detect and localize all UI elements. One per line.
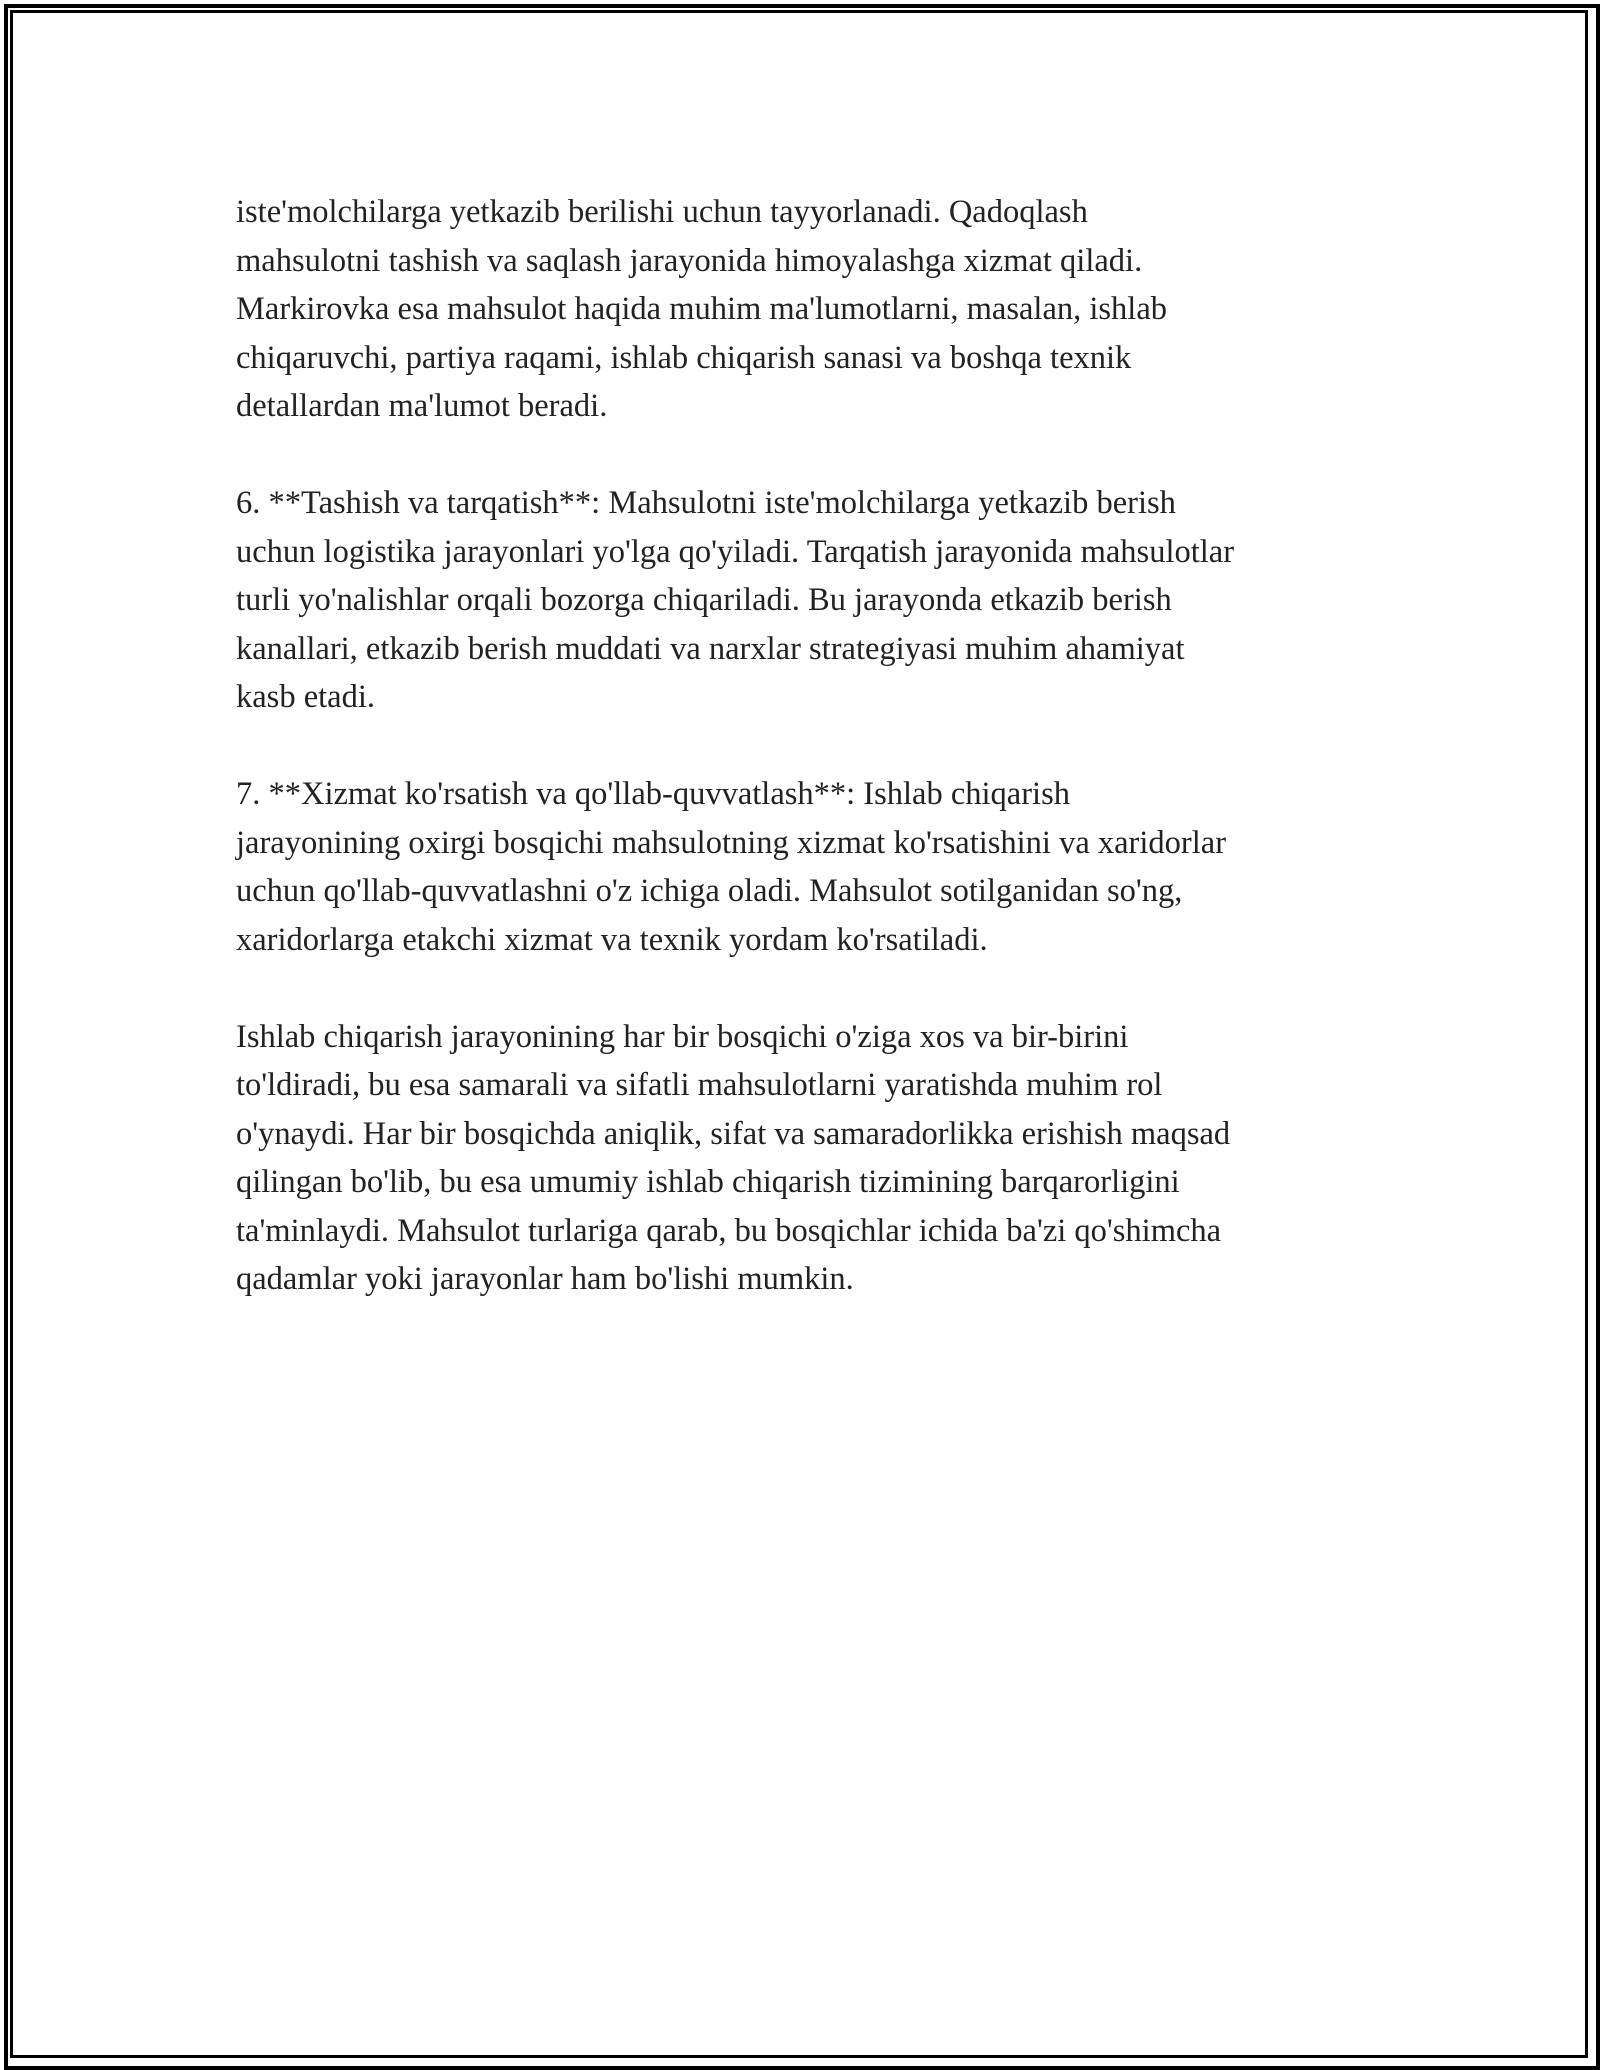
document-body bbox=[236, 188, 1376, 1352]
text-line: uchun logistika jarayonlari yo'lga qo'yiladi. Tarqatish jarayonida mahsulotlar bbox=[236, 533, 1235, 570]
text-line: uchun qo'llab-quvvatlashni o'z ichiga oladi. Mahsulot sotilganidan so'ng, bbox=[236, 873, 1183, 909]
text-line: o'ynaydi. Har bir bosqichda aniqlik, sifat va samaradorlikka erishish maqsad bbox=[236, 1115, 1231, 1152]
text-line: jarayonining oxirgi bosqichi mahsulotning xizmat ko'rsatishini va xaridorlar bbox=[236, 824, 1227, 861]
text-line: turli yo'nalishlar orqali bozorga chiqariladi. Bu jarayonda etkazib berish bbox=[236, 582, 1172, 618]
text-line: Ishlab chiqarish jarayonining har bir bosqichi o'ziga xos va bir-birini bbox=[236, 1018, 1129, 1055]
text-line: chiqaruvchi, partiya raqami, ishlab chiqarish sanasi va boshqa texnik bbox=[236, 339, 1132, 376]
paragraph-distribution bbox=[236, 479, 1376, 722]
text-line: qadamlar yoki jarayonlar ham bo'lishi mumkin. bbox=[236, 1261, 854, 1297]
text-line: to'ldiradi, bu esa samarali va sifatli mahsulotlarni yaratishda muhim rol bbox=[236, 1067, 1163, 1103]
text-line: ta'minlaydi. Mahsulot turlariga qarab, bu bosqichlar ichida ba'zi qo'shimcha bbox=[236, 1212, 1222, 1249]
text-line: detallardan ma'lumot beradi. bbox=[236, 388, 608, 424]
text-line: qilingan bo'lib, bu esa umumiy ishlab chiqarish tizimining barqarorligini bbox=[236, 1164, 1180, 1200]
paragraph-service bbox=[236, 770, 1376, 964]
paragraph-conclusion bbox=[236, 1013, 1376, 1304]
text-line: 6. **Tashish va tarqatish**: Mahsulotni iste'molchilarga yetkazib berish bbox=[236, 485, 1176, 521]
text-line: kanallari, etkazib berish muddati va narxlar strategiyasi muhim ahamiyat bbox=[236, 630, 1185, 667]
text-line: 7. **Xizmat ko'rsatish va qo'llab-quvvatlash**: Ishlab chiqarish bbox=[236, 776, 1070, 812]
text-line: xaridorlarga etakchi xizmat va texnik yordam ko'rsatiladi. bbox=[236, 921, 988, 958]
text-line: mahsulotni tashish va saqlash jarayonida himoyalashga xizmat qiladi. bbox=[236, 242, 1143, 279]
text-line: Markirovka esa mahsulot haqida muhim ma'lumotlarni, masalan, ishlab bbox=[236, 291, 1167, 327]
paragraph-packaging bbox=[236, 188, 1376, 431]
text-line: kasb etadi. bbox=[236, 679, 375, 715]
text-line: iste'molchilarga yetkazib berilishi uchun tayyorlanadi. Qadoqlash bbox=[236, 194, 1088, 230]
